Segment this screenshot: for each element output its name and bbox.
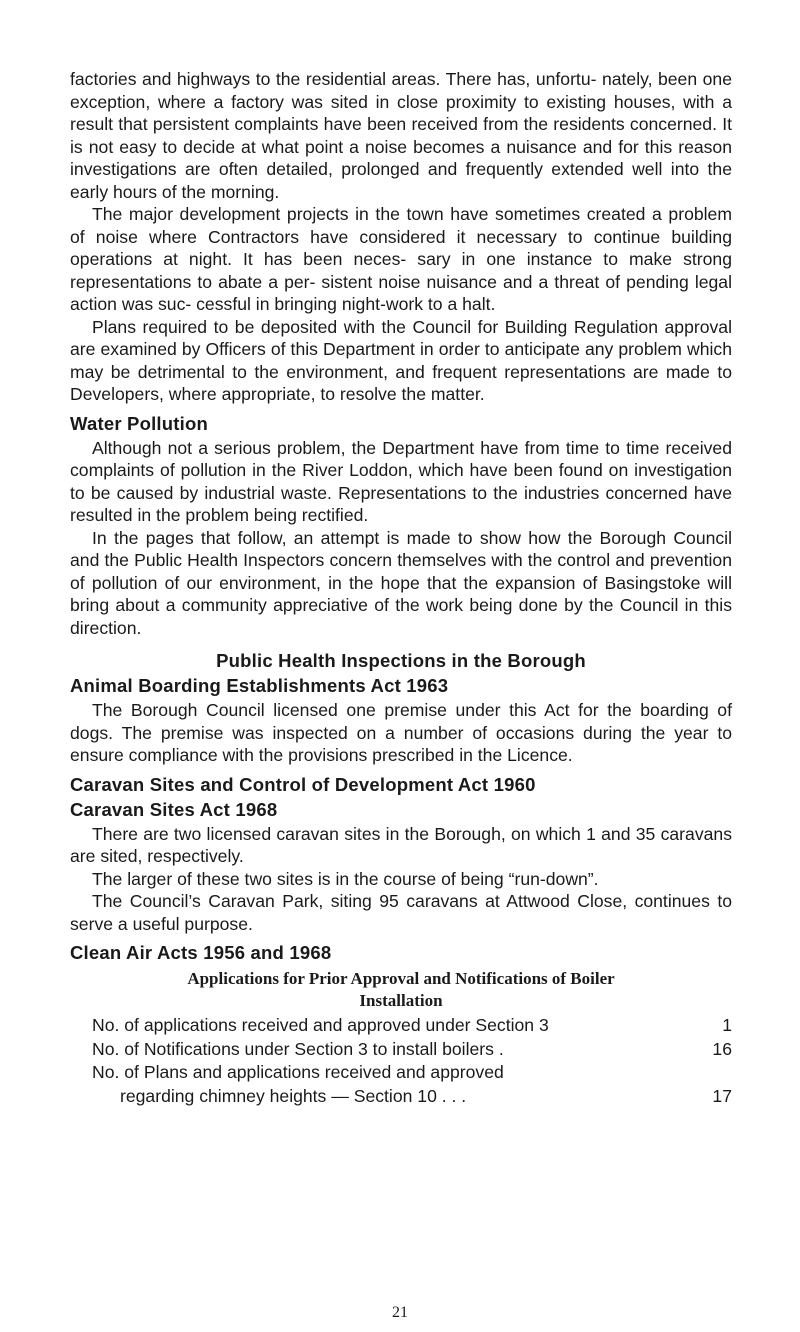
stats-row-value: 1 <box>722 1015 732 1035</box>
intro-paragraph-3: Plans required to be deposited with the Council for Building Regulation approval are examined by Officers of this Department in order to anticipate any problem which may be detrimental to the environment, and frequent representations are made to Developers, where appropriate, to resolve the matter. <box>70 316 732 404</box>
animal-boarding-paragraph: The Borough Council licensed one premise under this Act for the boarding of dogs. The premise was inspected on a number of occasions during the year to ensure compliance with the provisions prescribed in the Licence. <box>70 700 732 765</box>
stats-row-description: regarding chimney heights — Section 10 . . . <box>120 1085 467 1106</box>
water-pollution-paragraph-1: Although not a serious problem, the Department have from time to time received complaints of pollution in the River Loddon, which have been found on investigation to be caused by industrial waste. Representations to the industries concerned have resulted in the problem being rectified. <box>70 437 732 525</box>
inspections-heading: Public Health Inspections in the Borough <box>216 650 586 671</box>
water-pollution-paragraph-2: In the pages that follow, an attempt is made to show how the Borough Council and the Public Health Inspectors concern themselves with the control and prevention of pollution of our environment, in the hope that the expansion of Basingstoke will bring about a community appreciative of the work being done by the Council in this direction. <box>70 527 732 638</box>
stats-row <box>70 1038 732 1062</box>
clean-air-stats-list <box>70 1014 732 1108</box>
clean-air-subheading: Applications for Prior Approval and Notifications of Boiler Installation <box>187 969 615 1010</box>
stats-row-description: No. of applications received and approved under Section 3 <box>92 1015 549 1035</box>
stats-row-description: No. of Notifications under Section 3 to install boilers . <box>92 1038 504 1059</box>
animal-boarding-heading: Animal Boarding Establishments Act 1963 <box>70 675 449 696</box>
intro-paragraph-2: The major development projects in the town have sometimes created a problem of noise where Contractors have considered it necessary to continue building operations at night. It has been neces- sary in one instance to make strong representations to abate a per- sistent noise nuisance and a threat of pending legal action was suc- cessful in bringing night-work to a halt. <box>70 204 732 314</box>
caravan-paragraph-3: The Council’s Caravan Park, siting 95 caravans at Attwood Close, continues to serve a useful purpose. <box>70 891 732 934</box>
stats-row-description: No. of Plans and applications received and approved <box>92 1062 504 1082</box>
stats-row <box>70 1061 732 1085</box>
page-number: 21 <box>392 1304 408 1321</box>
clean-air-heading: Clean Air Acts 1956 and 1968 <box>70 942 332 963</box>
stats-row <box>70 1014 732 1038</box>
document-page <box>70 68 732 1108</box>
caravan-paragraph-2: The larger of these two sites is in the course of being “run-down”. <box>92 868 599 889</box>
caravan-sites-heading-2: Caravan Sites Act 1968 <box>70 798 278 820</box>
water-pollution-heading: Water Pollution <box>70 412 208 434</box>
stats-row-value: 16 <box>712 1038 732 1059</box>
caravan-sites-heading-1: Caravan Sites and Control of Development Act 1960 <box>70 773 536 795</box>
stats-row-continuation <box>70 1085 732 1109</box>
caravan-paragraph-1: There are two licensed caravan sites in the Borough, on which 1 and 35 caravans are sited, respectively. <box>70 823 732 866</box>
intro-paragraph-1: factories and highways to the residential areas. There has, unfortu- nately, been one exception, where a factory was sited in close proximity to existing houses, with a result that persistent complaints have been received from the residents concerned. It is not easy to decide at what point a noise becomes a nuisance and for this reason investigations are often detailed, prolonged and frequently extended well into the early hours of the morning. <box>70 69 732 202</box>
stats-row-value: 17 <box>712 1085 732 1106</box>
